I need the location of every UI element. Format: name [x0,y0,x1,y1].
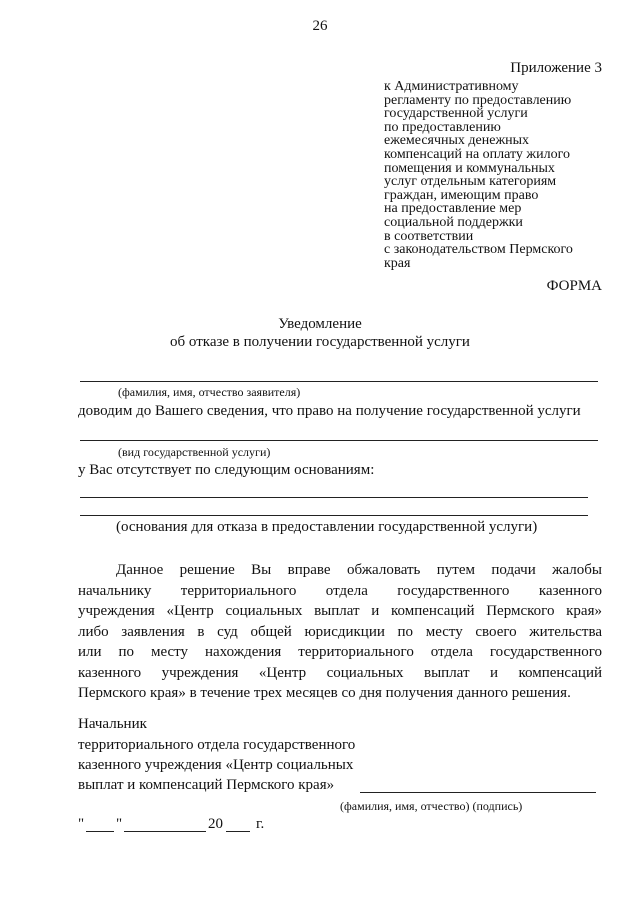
approval-line: государственной услуги [384,106,528,122]
inform-text: доводим до Вашего сведения, что право на получение государственной услуги [78,403,581,419]
applicant-name-line[interactable] [80,381,598,382]
appeal-paragraph [78,560,602,704]
page-number: 26 [312,18,328,34]
approval-line: помещения и коммунальных [384,160,555,176]
date-year-suffix: г. [256,816,265,832]
approval-line: в соответствии [384,228,474,244]
date-year-line[interactable] [226,831,250,832]
approval-line: с законодательством Пермского [384,242,573,258]
signature-position: Начальник [78,716,147,732]
appeal-line: либо заявления в суд общей юрисдикции по месту своего жительства [78,623,602,640]
date-open-quote: " [78,816,85,832]
form-label: ФОРМА [546,278,602,294]
approval-line: граждан, имеющим право [384,187,539,203]
approval-line: ежемесячных денежных [384,133,530,149]
approval-line: регламенту по предоставлению [384,92,572,108]
appeal-line: учреждения «Центр социальных выплат и компенсаций Пермского края» [78,603,602,619]
approval-line: края [384,255,411,271]
signature-line[interactable] [360,792,596,793]
approval-line: услуг отдельным категориям [384,174,557,190]
document-title: Уведомление [278,316,362,332]
date-month-line[interactable] [124,831,206,832]
signature-hint: (фамилия, имя, отчество) (подпись) [340,799,523,813]
grounds-hint: (основания для отказа в предоставлении государственной услуги) [116,519,538,535]
applicant-name-hint: (фамилия, имя, отчество заявителя) [118,385,301,399]
absent-text: у Вас отсутствует по следующим основаниям: [78,462,375,478]
document-subtitle: об отказе в получении государственной услуги [170,334,470,350]
approval-line: компенсаций на оплату жилого [384,146,570,162]
grounds-line-2[interactable] [80,515,588,516]
approval-line: по предоставлению [384,119,501,135]
signature-org-line: казенного учреждения «Центр социальных [78,757,354,773]
signature-org-line: выплат и компенсаций Пермского края» [78,777,335,793]
date-year-prefix: 20 [208,816,223,832]
approval-line: к Административному [384,79,519,94]
appeal-line: казенного учреждения «Центр социальных выплат и компенсаций [78,664,602,681]
approval-block [384,80,614,270]
service-type-line[interactable] [80,440,598,441]
grounds-line-1[interactable] [80,497,588,498]
signature-org-line: территориального отдела государственного [78,737,356,753]
service-type-hint: (вид государственной услуги) [118,445,271,459]
approval-line: социальной поддержки [384,214,523,230]
appendix-label: Приложение 3 [510,60,602,76]
appeal-line: начальнику территориального отдела государственного казенного [78,582,602,599]
appeal-line: Данное решение Вы вправе обжаловать путем подачи жалобы [116,562,602,578]
approval-line: на предоставление мер [384,201,522,217]
date-day-line[interactable] [86,831,114,832]
appeal-line: Пермского края» в течение трех месяцев со дня получения данного решения. [78,685,571,701]
date-close-quote: " [116,816,123,832]
appeal-line: или по месту нахождения территориального отдела государственного [78,644,602,660]
